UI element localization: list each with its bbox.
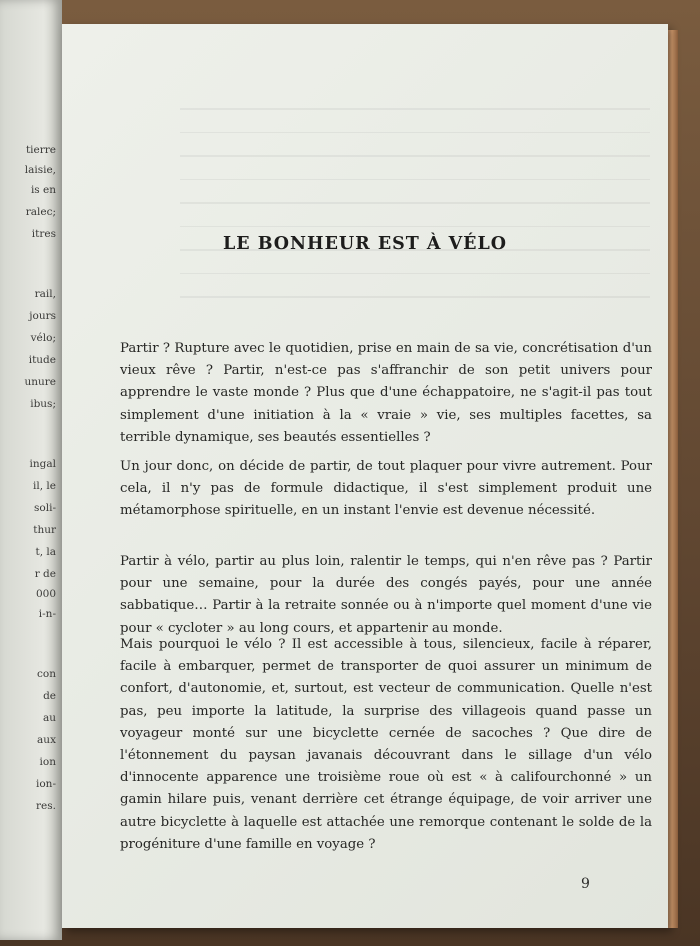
left-page-fragment: ralec; xyxy=(25,206,56,218)
left-page-fragment: de xyxy=(43,690,56,702)
left-page-fragment: is en xyxy=(30,184,56,196)
left-page-fragment: rail, xyxy=(34,288,56,300)
chapter-title: LE BONHEUR EST À VÉLO xyxy=(222,233,508,254)
left-page-fragment: i-n- xyxy=(38,608,56,620)
left-page-fragment: itude xyxy=(28,354,56,366)
left-page-fragment: t, la xyxy=(35,546,56,558)
paragraph-2: Un jour donc, on décide de partir, de tout plaquer pour vivre autrement. Pour cela, il n'y pas de formule didactique, il s'est simplement produit une métamorphose spirituelle, en un instant l'envie est devenue nécessité. xyxy=(120,459,652,519)
left-page-fragment: itres xyxy=(31,228,56,240)
book-page xyxy=(62,24,668,928)
left-page-fragment: res. xyxy=(36,800,56,812)
paragraph-3: Partir à vélo, partir au plus loin, ralentir le temps, qui n'en rêve pas ? Partir pour une semaine, pour la durée des congés payés, pour une année sabbatique… Partir à la retraite sonnée ou à n'importe quel moment d'une vie pour « cycloter » au long cours, et appartenir au monde. xyxy=(120,554,652,636)
left-page-fragment: unure xyxy=(24,376,56,388)
paragraph-1: Partir ? Rupture avec le quotidien, prise en main de sa vie, concrétisation d'un vieux rêve ? Partir, n'est-ce pas s'affranchir de son petit univers pour apprendre le vaste monde ? Plus que d'une échappatoire, ne s'agit-il pas tout simplement d'une initiation à la « vraie » vie, ses multiples facettes, sa terrible dynamique, ses beautés essentielles ? xyxy=(120,341,652,445)
left-page-fragment: ion xyxy=(39,756,56,768)
left-page-fragment: il, le xyxy=(33,480,56,492)
left-page-fragment: ingal xyxy=(29,458,56,470)
left-page-fragment: tierre xyxy=(25,144,56,156)
left-page-fragment: ibus; xyxy=(30,398,56,410)
left-page-fragment: jours xyxy=(29,310,56,322)
left-page-fragment: aux xyxy=(37,734,56,746)
paragraph-4: Mais pourquoi le vélo ? Il est accessible à tous, silencieux, facile à réparer, facile à embarquer, permet de transporter de quoi assurer un minimum de confort, d'autonomie, et, surtout, est vecteur de communication. Quelle n'est pas, peu importe la latitude, la surprise des villageois quand passe un voyageur monté sur une bicyclette cernée de sacoches ? Que dire de l'étonnement du paysan javanais découvrant dans le sillage d'un vélo d'innocente apparence une troisième roue où est « à califourchonné » un gamin hilare puis, venant derrière cet étrange équipage, de voir arriver une autre bicyclette à laquelle est attachée une remorque contenant le solde de la progéniture d'une famille en voyage ? xyxy=(120,637,652,852)
show-through-text xyxy=(180,108,650,338)
left-page-fragment: ion- xyxy=(36,778,56,790)
left-page-edge xyxy=(0,0,62,940)
page-number: 9 xyxy=(581,876,590,892)
left-page-fragment: thur xyxy=(33,524,56,536)
left-page-fragment: vélo; xyxy=(30,332,56,344)
left-page-fragment: soli- xyxy=(34,502,56,514)
left-page-fragment: con xyxy=(37,668,56,680)
page-block-edge xyxy=(668,30,678,928)
left-page-fragment: laisie, xyxy=(24,164,56,176)
left-page-fragment: 000 xyxy=(35,588,56,600)
left-page-fragment: au xyxy=(42,712,56,724)
left-page-fragment: r de xyxy=(34,568,56,580)
